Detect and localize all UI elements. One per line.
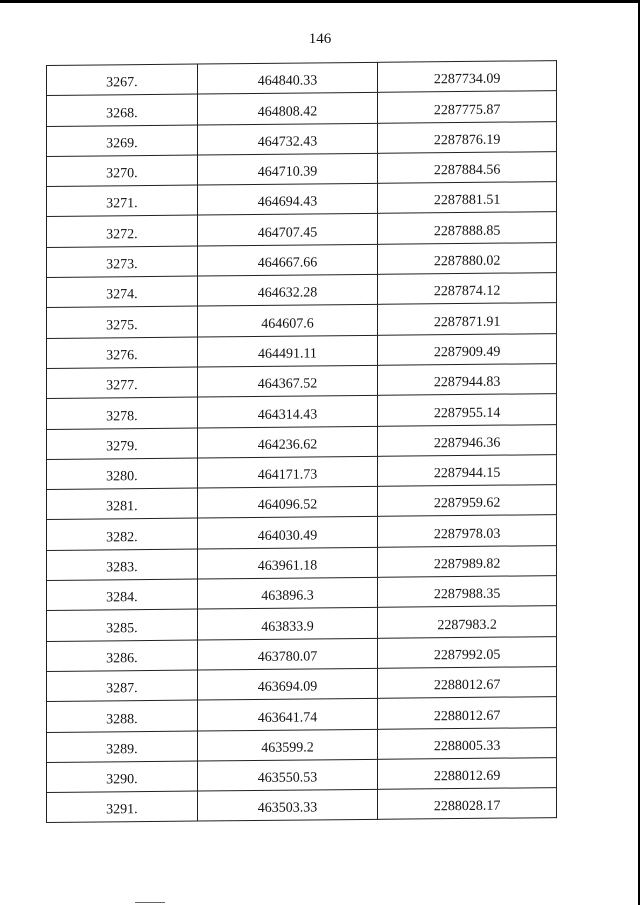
y-coordinate-cell [378,303,557,335]
y-coordinate-text: 2287734.09 [433,71,501,88]
y-coordinate-cell [378,424,557,456]
x-coordinate-cell [197,456,378,488]
point-number-cell [47,306,198,338]
x-coordinate-text: 464667.66 [257,255,318,272]
y-coordinate-cell [378,697,557,729]
point-number-text: 3282. [106,529,138,546]
y-coordinate-cell [378,242,557,274]
y-coordinate-text: 2288012.69 [433,768,501,785]
y-coordinate-cell [378,364,557,396]
point-number-cell [47,549,198,581]
table-row [47,121,557,156]
y-coordinate-cell [378,182,557,214]
point-number-text: 3284. [106,590,138,606]
point-number-cell [47,125,198,157]
point-number-text: 3278. [106,408,138,424]
x-coordinate-text: 464491.11 [257,346,317,362]
point-number-text: 3283. [106,560,138,576]
x-coordinate-text: 464840.33 [257,73,318,90]
y-coordinate-text: 2287955.14 [433,405,501,421]
table-row [47,667,557,702]
point-number-text: 3276. [106,348,138,364]
point-number-cell [47,761,198,793]
table-row [47,576,557,611]
point-number-cell [47,276,198,308]
point-number-text: 3287. [106,681,138,697]
y-coordinate-cell [378,151,557,183]
x-coordinate-text: 463896.3 [261,588,314,605]
point-number-text: 3279. [106,438,138,455]
x-coordinate-text: 463641.74 [257,709,318,726]
x-coordinate-cell [197,426,378,458]
x-coordinate-cell [197,396,378,428]
x-coordinate-text: 463503.33 [257,800,318,817]
y-coordinate-text: 2287944.15 [433,465,501,482]
point-number-text: 3291. [106,802,138,818]
y-coordinate-cell [378,61,557,93]
point-number-cell [47,337,198,369]
y-coordinate-cell [378,121,557,153]
table-row [47,424,557,459]
y-coordinate-cell [378,788,557,820]
y-coordinate-text: 2287992.05 [433,647,501,664]
table-row [47,303,557,338]
y-coordinate-text: 2287909.49 [433,344,501,361]
table-row [47,273,557,308]
y-coordinate-cell [378,576,557,608]
table-row [47,515,557,550]
x-coordinate-cell [197,153,378,185]
x-coordinate-text: 463780.07 [257,649,318,665]
table-row [47,182,557,217]
x-coordinate-text: 464632.28 [257,285,318,302]
point-number-text: 3274. [106,287,138,303]
x-coordinate-text: 464607.6 [261,316,314,332]
point-number-cell [47,731,198,763]
point-number-text: 3285. [106,620,138,637]
table-row [47,788,557,823]
point-number-text: 3273. [106,257,138,273]
point-number-text: 3271. [106,196,138,212]
page-number: 146 [308,31,332,47]
point-number-cell [47,640,198,672]
y-coordinate-text: 2287884.56 [433,162,501,179]
point-number-cell [47,670,198,702]
y-coordinate-text: 2288028.17 [433,799,501,815]
table-row [47,212,557,247]
table-row [47,727,557,762]
y-coordinate-text: 2288005.33 [433,738,501,755]
x-coordinate-text: 463961.18 [257,558,318,575]
point-number-text: 3286. [106,651,138,667]
x-coordinate-text: 464808.42 [257,103,318,120]
point-number-cell [47,185,198,217]
y-coordinate-text: 2287888.85 [433,223,501,240]
point-number-text: 3289. [106,741,138,758]
point-number-cell [47,246,198,278]
table-row [47,697,557,732]
x-coordinate-text: 463833.9 [261,619,314,635]
table-row [47,61,557,96]
y-coordinate-cell [378,545,557,577]
x-coordinate-text: 464030.49 [257,528,318,544]
x-coordinate-cell [197,486,378,518]
point-number-cell [47,397,198,429]
y-coordinate-text: 2287775.87 [433,102,501,118]
coordinates-table-container [46,65,557,823]
y-coordinate-text: 2287983.2 [437,617,497,633]
x-coordinate-text: 464367.52 [257,376,318,393]
point-number-text: 3290. [106,772,138,788]
x-coordinate-cell [197,699,378,731]
x-coordinate-cell [197,184,378,216]
x-coordinate-cell [197,608,378,640]
x-coordinate-text: 464694.43 [257,194,318,211]
y-coordinate-text: 2287881.51 [433,193,501,209]
coordinates-table-body [47,61,557,823]
point-number-text: 3277. [106,378,138,394]
point-number-cell [47,216,198,248]
x-coordinate-cell [197,789,378,821]
y-coordinate-cell [378,757,557,789]
y-coordinate-cell [378,667,557,699]
x-coordinate-text: 464732.43 [257,134,318,150]
x-coordinate-text: 464236.62 [257,437,318,453]
point-number-text: 3281. [106,499,138,515]
x-coordinate-cell [197,305,378,337]
x-coordinate-cell [197,62,378,94]
y-coordinate-text: 2287946.36 [433,435,501,452]
point-number-cell [47,428,198,460]
x-coordinate-text: 463599.2 [261,740,314,756]
page-top-edge [0,0,640,3]
y-coordinate-cell [378,273,557,305]
point-number-cell [47,64,198,96]
x-coordinate-text: 464096.52 [257,497,318,514]
coordinates-table [46,60,557,823]
point-number-cell [47,458,198,490]
x-coordinate-cell [197,365,378,397]
x-coordinate-text: 463694.09 [257,679,318,696]
y-coordinate-cell [378,485,557,517]
point-number-cell [47,94,198,126]
point-number-text: 3272. [106,226,138,243]
y-coordinate-text: 2287871.91 [433,314,501,330]
x-coordinate-cell [197,274,378,306]
y-coordinate-cell [378,606,557,638]
point-number-cell [47,791,198,823]
point-number-text: 3268. [106,105,138,122]
point-number-cell [47,700,198,732]
point-number-cell [47,519,198,551]
table-row [47,394,557,429]
y-coordinate-cell [378,333,557,365]
table-row [47,485,557,520]
table-row [47,606,557,641]
x-coordinate-text: 464710.39 [257,164,318,181]
point-number-text: 3269. [106,136,138,152]
x-coordinate-cell [197,729,378,761]
table-row [47,454,557,489]
point-number-text: 3270. [106,166,138,182]
x-coordinate-cell [197,335,378,367]
table-row [47,364,557,399]
x-coordinate-cell [197,517,378,549]
point-number-cell [47,155,198,187]
y-coordinate-text: 2287978.03 [433,526,501,543]
y-coordinate-text: 2287959.62 [433,496,501,512]
y-coordinate-cell [378,636,557,668]
table-row [47,757,557,792]
x-coordinate-cell [197,547,378,579]
point-number-cell [47,367,198,399]
y-coordinate-text: 2287944.83 [433,374,501,391]
y-coordinate-text: 2287989.82 [433,556,501,573]
table-row [47,242,557,277]
x-coordinate-text: 464707.45 [257,225,318,241]
point-number-cell [47,609,198,641]
point-number-cell [47,488,198,520]
y-coordinate-cell [378,515,557,547]
x-coordinate-cell [197,668,378,700]
y-coordinate-cell [378,212,557,244]
y-coordinate-text: 2288012.67 [433,677,501,694]
y-coordinate-text: 2287876.19 [433,132,501,149]
y-coordinate-cell [378,394,557,426]
x-coordinate-cell [197,577,378,609]
y-coordinate-cell [378,91,557,123]
x-coordinate-text: 463550.53 [257,770,318,787]
table-row [47,636,557,671]
point-number-text: 3280. [106,469,138,485]
y-coordinate-cell [378,727,557,759]
y-coordinate-text: 2288012.67 [433,708,501,724]
x-coordinate-cell [197,244,378,276]
x-coordinate-cell [197,93,378,125]
table-row [47,545,557,580]
table-row [47,333,557,368]
x-coordinate-text: 464171.73 [257,467,318,484]
x-coordinate-cell [197,214,378,246]
y-coordinate-text: 2287874.12 [433,284,501,300]
x-coordinate-cell [197,638,378,670]
table-row [47,151,557,186]
scan-mark [135,902,165,903]
table-row [47,91,557,126]
y-coordinate-text: 2287880.02 [433,253,501,270]
point-number-text: 3288. [106,711,138,727]
x-coordinate-cell [197,123,378,155]
point-number-text: 3275. [106,317,138,334]
point-number-cell [47,579,198,611]
x-coordinate-text: 464314.43 [257,406,318,423]
x-coordinate-cell [197,759,378,791]
point-number-text: 3267. [106,75,138,91]
y-coordinate-text: 2287988.35 [433,586,501,603]
y-coordinate-cell [378,454,557,486]
